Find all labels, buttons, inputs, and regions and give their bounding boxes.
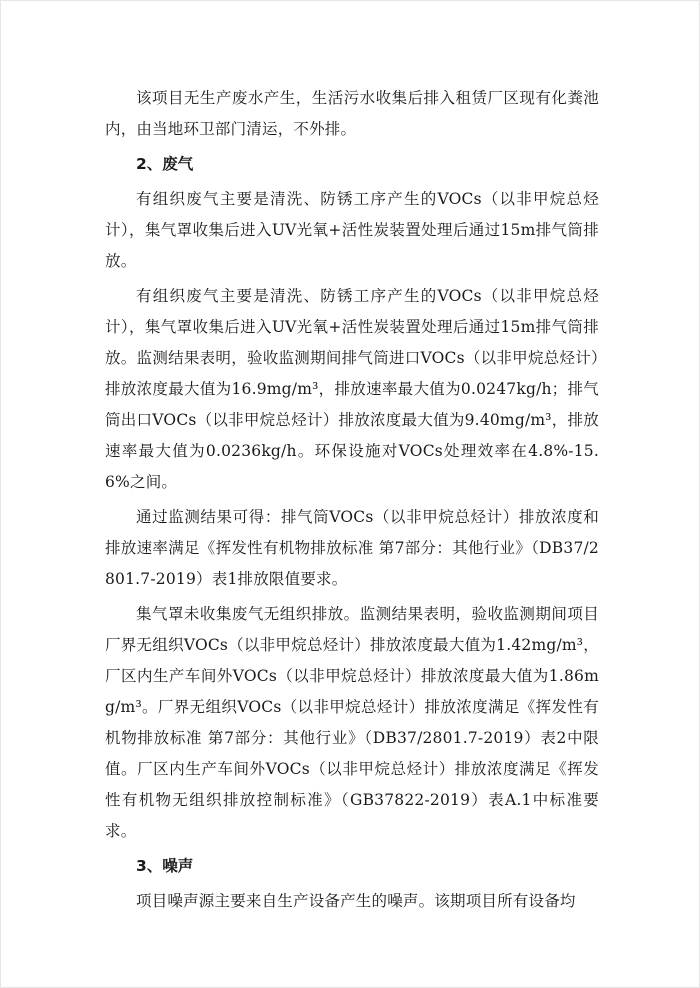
section-heading-waste-gas: 2、废气 (136, 155, 194, 173)
section-heading-noise: 3、噪声 (136, 857, 194, 875)
paragraph-organized-gas-intro: 有组织废气主要是清洗、防锈工序产生的VOCs（以非甲烷总烃计），集气罩收集后进入UV光氧+活性炭装置处理后通过15m排气筒排放。 (105, 190, 599, 270)
paragraph-noise: 项目噪声源主要来自生产设备产生的噪声。该期项目所有设备均 (136, 892, 576, 910)
paragraph-organized-gas-monitoring: 有组织废气主要是清洗、防锈工序产生的VOCs（以非甲烷总烃计），集气罩收集后进入UV光氧+活性炭装置处理后通过15m排气筒排放。监测结果表明，验收监测期间排气筒进口VOCs（以非甲烷总烃计）排放浓度最大值为16.9mg/m³，排放速率最大值为0.0247kg/h；排气筒出口VOCs（以非甲烷总烃计）排放浓度最大值为9.40mg/m³，排放速率最大值为0.0236kg/h。环保设施对VOCs处理效率在4.8%-15.6%之间。 (105, 287, 599, 491)
document-body (105, 83, 599, 921)
paragraph-gas-compliance: 通过监测结果可得：排气筒VOCs（以非甲烷总烃计）排放浓度和排放速率满足《挥发性有机物排放标准 第7部分：其他行业》（DB37/2801.7-2019）表1排放限值要求。 (105, 508, 599, 588)
paragraph-wastewater: 该项目无生产废水产生，生活污水收集后排入租赁厂区现有化粪池内，由当地环卫部门清运，不外排。 (105, 89, 599, 138)
paragraph-unorganized-gas: 集气罩未收集废气无组织排放。监测结果表明，验收监测期间项目厂界无组织VOCs（以非甲烷总烃计）排放浓度最大值为1.42mg/m³，厂区内生产车间外VOCs（以非甲烷总烃计）排放浓度最大值为1.86mg/m³。厂界无组织VOCs（以非甲烷总烃计）排放浓度满足《挥发性有机物排放标准 第7部分：其他行业》（DB37/2801.7-2019）表2中限值。厂区内生产车间外VOCs（以非甲烷总烃计）排放浓度满足《挥发性有机物无组织排放控制标准》（GB37822-2019）表A.1中标准要求。 (105, 605, 599, 840)
